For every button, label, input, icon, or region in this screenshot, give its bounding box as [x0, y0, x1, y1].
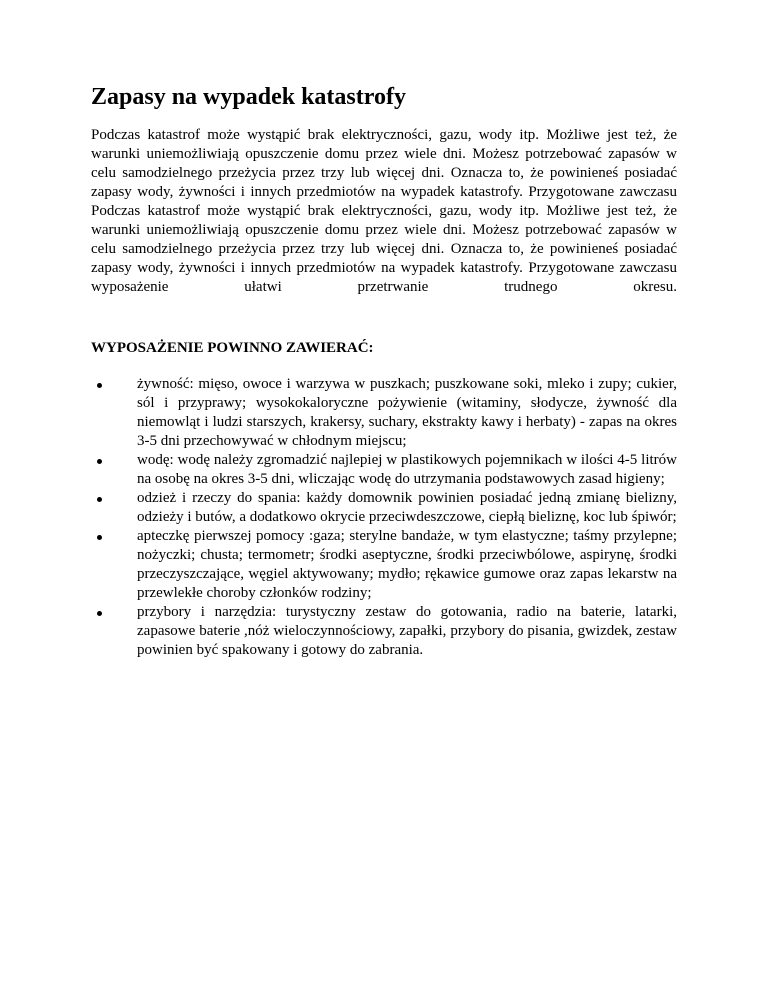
intro-paragraph: Podczas katastrof może wystąpić brak elektryczności, gazu, wody itp. Możliwe jest też, że warunki uniemożliwiają opuszczenie domu przez wiele dni. Możesz potrzebować zapasów w celu samodzielnego przeżycia przez trzy lub więcej dni. Oznacza to, że powinieneś posiadać zapasy wody, żywności i innych przedmiotów na wypadek katastrofy. Przygotowane zawczasu Podczas katastrof może wystąpić brak elektryczności, gazu, wody itp. Możliwe jest też, że warunki uniemożliwiają opuszczenie domu przez wiele dni. Możesz potrzebować zapasów w celu samodzielnego przeżycia przez trzy lub więcej dni. Oznacza to, że powinieneś posiadać zapasy wody, żywności i innych przedmiotów na wypadek katastrofy. Przygotowane zawczasu wyposażenie ułatwi przetrwanie trudnego okresu.	[91, 127, 677, 295]
document-title: Zapasy na wypadek katastrofy	[91, 84, 406, 110]
supplies-list	[91, 375, 677, 660]
list-item-tools: przybory i narzędzia: turystyczny zestaw do gotowania, radio na baterie, latarki, zapasowe baterie ,nóż wieloczynnościowy, zapałki, przybory do pisania, gwizdek, zestaw powinien być spakowany i gotowy do zabrania.	[137, 604, 677, 658]
list-item-clothing: odzież i rzeczy do spania: każdy domownik powinien posiadać jedną zmianę bielizny, odzieży i butów, a dodatkowo okrycie przeciwdeszczowe, ciepłą bieliznę, koc lub śpiwór;	[137, 490, 677, 525]
list-item-first-aid: apteczkę pierwszej pomocy :gaza; sterylne bandaże, w tym elastyczne; taśmy przylepne; nożyczki; chusta; termometr; środki aseptyczne, środki przeciwbólowe, aspirynę, środki przeczyszczające, węgiel aktywowany; mydło; rękawice gumowe oraz zapas lekarstw na przewlekłe choroby członków rodziny;	[137, 528, 677, 601]
document-page	[91, 82, 677, 660]
list-item-water: wodę: wodę należy zgromadzić najlepiej w plastikowych pojemnikach w ilości 4-5 litrów na osobę na okres 3-5 dni, wliczając wodę do utrzymania podstawowych zasad higieny;	[137, 452, 677, 487]
section-heading: WYPOSAŻENIE POWINNO ZAWIERAĆ:	[91, 340, 374, 356]
list-item-food: żywność: mięso, owoce i warzywa w puszkach; puszkowane soki, mleko i zupy; cukier, sól i przyprawy; wysokokaloryczne pożywienie (witaminy, słodycze, żywność dla niemowląt i ludzi starszych, krakersy, suchary, ekstrakty kawy i herbaty) - zapas na okres 3-5 dni przechowywać w chłodnym miejscu;	[137, 376, 677, 449]
